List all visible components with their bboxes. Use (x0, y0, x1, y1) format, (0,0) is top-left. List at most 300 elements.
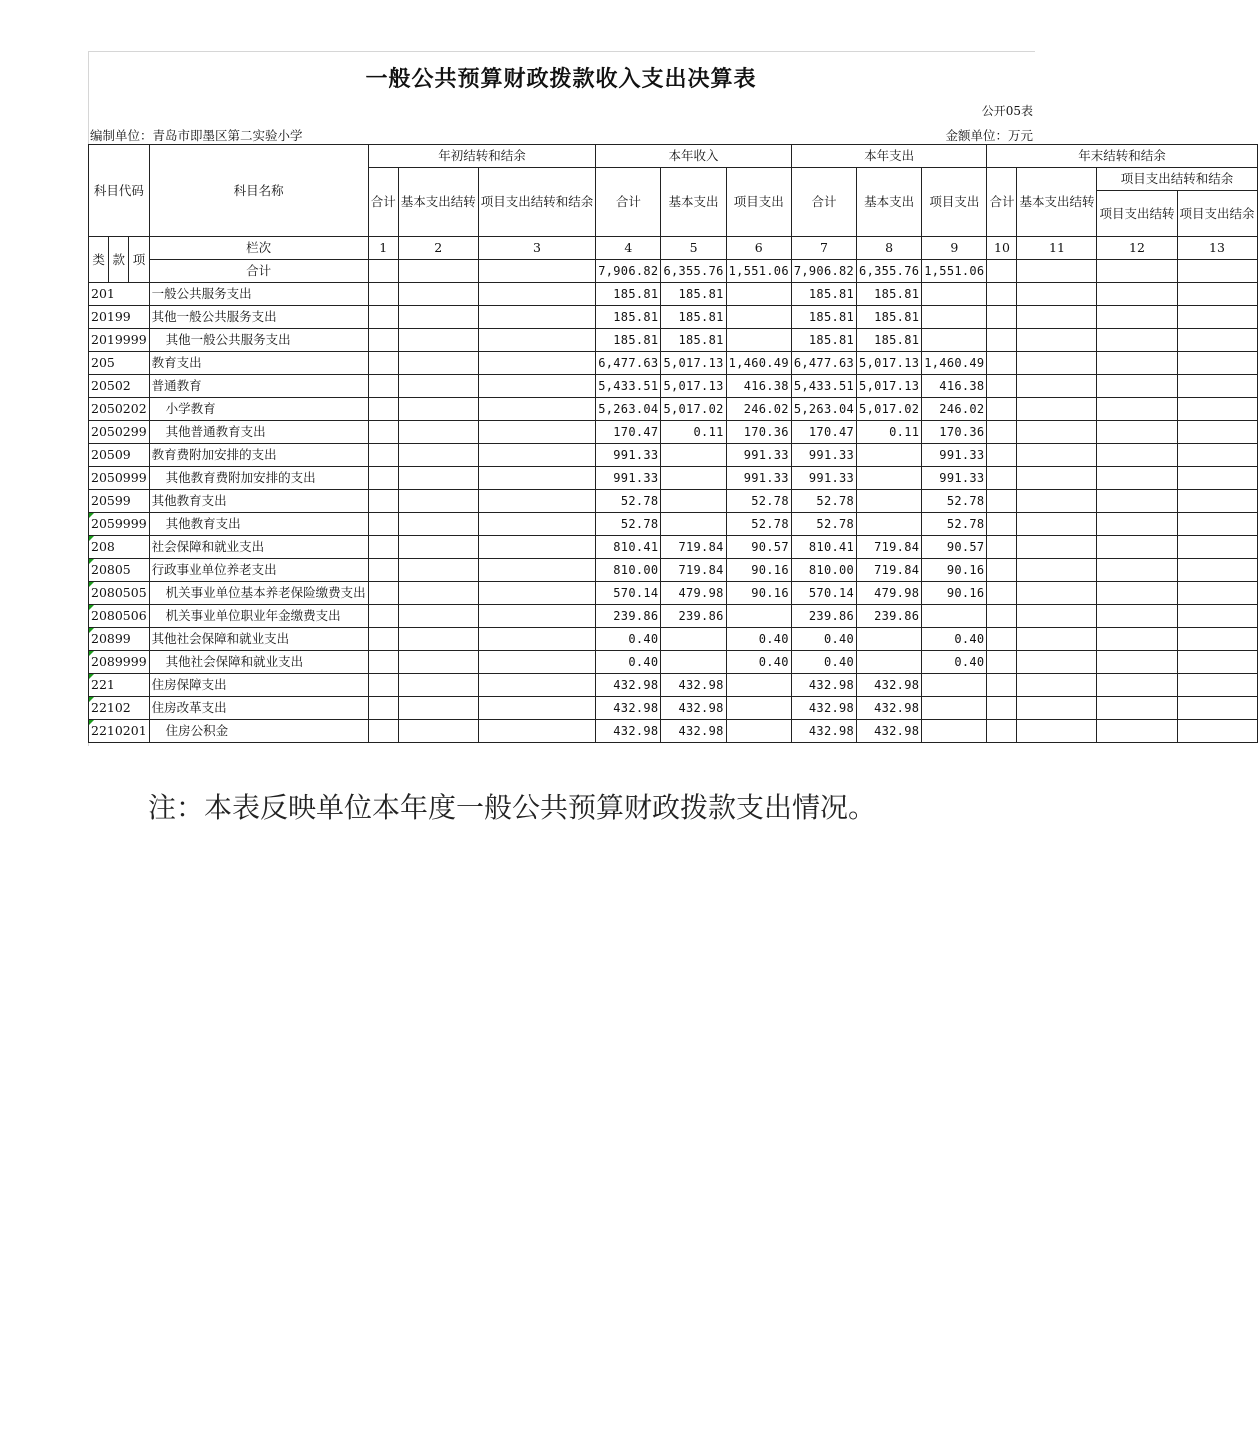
empty-cell (478, 559, 596, 582)
amount-cell: 0.40 (596, 651, 661, 674)
empty-cell (478, 513, 596, 536)
amount-cell: 170.47 (596, 421, 661, 444)
error-indicator-icon (89, 559, 94, 564)
total-label: 合计 (149, 260, 368, 283)
subject-name-cell: 其他教育支出 (149, 513, 368, 536)
amount-cell: 5,433.51 (791, 375, 856, 398)
income-project-header: 项目支出 (726, 168, 791, 237)
empty-cell (1017, 490, 1097, 513)
table-row (89, 398, 1258, 421)
table-row (89, 582, 1258, 605)
empty-cell (398, 582, 478, 605)
empty-cell (368, 398, 398, 421)
empty-cell (1017, 375, 1097, 398)
table-row (89, 513, 1258, 536)
amount-cell: 432.98 (791, 697, 856, 720)
empty-cell (398, 421, 478, 444)
subject-name-cell: 一般公共服务支出 (149, 283, 368, 306)
empty-cell (987, 490, 1017, 513)
amount-cell: 991.33 (596, 467, 661, 490)
amount-cell (726, 605, 791, 628)
amount-cell: 0.40 (726, 628, 791, 651)
total-row (89, 260, 1258, 283)
empty-cell (368, 444, 398, 467)
subject-code-text: 20199 (91, 309, 131, 324)
amount-cell: 719.84 (857, 536, 922, 559)
amount-cell: 52.78 (791, 513, 856, 536)
amount-cell: 416.38 (726, 375, 791, 398)
empty-cell (398, 513, 478, 536)
empty-cell (1177, 352, 1257, 375)
col-num: 12 (1097, 237, 1177, 260)
amount-cell: 432.98 (661, 697, 726, 720)
subject-code-cell (89, 467, 150, 490)
empty-cell (1177, 329, 1257, 352)
subject-name-cell: 住房改革支出 (149, 697, 368, 720)
end-project-a-header: 项目支出结转 (1097, 191, 1177, 237)
table-row (89, 283, 1258, 306)
amount-cell: 432.98 (661, 674, 726, 697)
empty-cell (987, 375, 1017, 398)
empty-cell (398, 605, 478, 628)
amount-cell: 5,263.04 (791, 398, 856, 421)
empty-cell (398, 306, 478, 329)
subject-name-cell: 住房保障支出 (149, 674, 368, 697)
amount-cell: 52.78 (596, 513, 661, 536)
empty-cell (368, 421, 398, 444)
table-row (89, 306, 1258, 329)
amount-cell (857, 651, 922, 674)
empty-cell (368, 260, 398, 283)
empty-cell (368, 674, 398, 697)
empty-cell (1097, 605, 1177, 628)
subject-code-text: 2080506 (91, 608, 147, 623)
empty-cell (368, 536, 398, 559)
amount-cell: 5,017.02 (661, 398, 726, 421)
amount-cell: 185.81 (791, 306, 856, 329)
empty-cell (368, 582, 398, 605)
empty-cell (368, 628, 398, 651)
total-expense-project: 1,551.06 (922, 260, 987, 283)
empty-cell (1017, 559, 1097, 582)
empty-cell (478, 628, 596, 651)
empty-cell (987, 329, 1017, 352)
empty-cell (987, 513, 1017, 536)
amount-cell: 810.41 (791, 536, 856, 559)
empty-cell (1017, 697, 1097, 720)
amount-cell (922, 306, 987, 329)
column-number-row (89, 237, 1258, 260)
amount-cell (857, 513, 922, 536)
empty-cell (368, 352, 398, 375)
amount-cell: 810.00 (596, 559, 661, 582)
amount-cell: 5,017.02 (857, 398, 922, 421)
amount-cell (922, 605, 987, 628)
subject-name-header: 科目名称 (149, 145, 368, 237)
subject-code-text: 20502 (91, 378, 131, 393)
empty-cell (1017, 720, 1097, 743)
empty-cell (478, 329, 596, 352)
empty-cell (398, 674, 478, 697)
amount-cell: 170.36 (922, 421, 987, 444)
subject-code-text: 2089999 (91, 654, 147, 669)
empty-cell (1177, 720, 1257, 743)
subject-code-cell (89, 283, 150, 306)
empty-cell (478, 674, 596, 697)
table-row (89, 628, 1258, 651)
amount-cell (661, 444, 726, 467)
empty-cell (368, 329, 398, 352)
empty-cell (478, 375, 596, 398)
expense-basic-header: 基本支出 (857, 168, 922, 237)
empty-cell (1177, 674, 1257, 697)
amount-cell (922, 674, 987, 697)
subject-name-cell: 小学教育 (149, 398, 368, 421)
empty-cell (987, 559, 1017, 582)
table-row (89, 490, 1258, 513)
amount-cell: 991.33 (726, 467, 791, 490)
empty-cell (398, 536, 478, 559)
empty-cell (987, 582, 1017, 605)
subject-code-text: 20899 (91, 631, 131, 646)
amount-cell: 0.40 (596, 628, 661, 651)
subject-name-cell: 其他普通教育支出 (149, 421, 368, 444)
table-row (89, 421, 1258, 444)
income-basic-header: 基本支出 (661, 168, 726, 237)
col-num: 6 (726, 237, 791, 260)
amount-cell (661, 490, 726, 513)
subject-code-cell (89, 375, 150, 398)
empty-cell (1097, 260, 1177, 283)
amount-cell: 5,017.13 (857, 352, 922, 375)
empty-cell (1097, 513, 1177, 536)
amount-cell: 246.02 (922, 398, 987, 421)
empty-cell (478, 283, 596, 306)
subject-code-cell (89, 329, 150, 352)
subject-code-cell (89, 306, 150, 329)
end-balance-header: 年末结转和结余 (987, 145, 1257, 168)
data-rows (89, 283, 1258, 743)
empty-cell (987, 283, 1017, 306)
subject-code-cell (89, 490, 150, 513)
table-row (89, 697, 1258, 720)
empty-cell (398, 329, 478, 352)
amount-cell: 5,017.13 (661, 375, 726, 398)
subject-code-cell (89, 352, 150, 375)
subject-code-cell (89, 398, 150, 421)
amount-cell: 5,017.13 (857, 375, 922, 398)
empty-cell (1017, 329, 1097, 352)
lanci-header: 栏次 (149, 237, 368, 260)
subject-code-text: 2080505 (91, 585, 147, 600)
table-row (89, 352, 1258, 375)
empty-cell (1177, 306, 1257, 329)
empty-cell (398, 375, 478, 398)
subject-code-text: 20509 (91, 447, 131, 462)
subject-name-cell: 其他教育支出 (149, 490, 368, 513)
amount-cell: 239.86 (596, 605, 661, 628)
amount-cell (726, 720, 791, 743)
amount-cell: 432.98 (857, 720, 922, 743)
empty-cell (1097, 720, 1177, 743)
amount-cell: 0.40 (726, 651, 791, 674)
subject-code-cell (89, 720, 150, 743)
amount-cell: 52.78 (922, 513, 987, 536)
amount-cell (726, 674, 791, 697)
subject-code-cell (89, 651, 150, 674)
col-num: 9 (922, 237, 987, 260)
error-indicator-icon (89, 651, 94, 656)
empty-cell (1177, 260, 1257, 283)
amount-cell: 90.16 (922, 559, 987, 582)
empty-cell (1097, 329, 1177, 352)
amount-cell: 479.98 (857, 582, 922, 605)
table-row (89, 605, 1258, 628)
empty-cell (478, 651, 596, 674)
amount-cell: 52.78 (596, 490, 661, 513)
amount-cell: 432.98 (596, 697, 661, 720)
amount-cell: 52.78 (726, 490, 791, 513)
amount-cell: 90.16 (726, 559, 791, 582)
error-indicator-icon (89, 674, 94, 679)
empty-cell (398, 283, 478, 306)
subject-code-text: 22102 (91, 700, 131, 715)
end-project-b-header: 项目支出结余 (1177, 191, 1257, 237)
amount-cell: 991.33 (596, 444, 661, 467)
subject-code-text: 20805 (91, 562, 131, 577)
empty-cell (987, 398, 1017, 421)
col-num: 8 (857, 237, 922, 260)
empty-cell (1097, 674, 1177, 697)
col-num: 10 (987, 237, 1017, 260)
empty-cell (987, 651, 1017, 674)
total-expense-total: 7,906.82 (791, 260, 856, 283)
empty-cell (987, 605, 1017, 628)
amount-cell: 6,477.63 (791, 352, 856, 375)
empty-cell (987, 467, 1017, 490)
amount-cell: 432.98 (596, 674, 661, 697)
subject-code-text: 2059999 (91, 516, 147, 531)
table-row (89, 559, 1258, 582)
expense-project-header: 项目支出 (922, 168, 987, 237)
amount-cell: 6,477.63 (596, 352, 661, 375)
empty-cell (478, 720, 596, 743)
total-income-basic: 6,355.76 (661, 260, 726, 283)
amount-cell: 0.40 (791, 628, 856, 651)
empty-cell (987, 697, 1017, 720)
empty-cell (1017, 536, 1097, 559)
empty-cell (398, 467, 478, 490)
amount-cell: 810.41 (596, 536, 661, 559)
amount-cell: 185.81 (661, 283, 726, 306)
error-indicator-icon (89, 536, 94, 541)
amount-cell: 239.86 (661, 605, 726, 628)
amount-cell (726, 283, 791, 306)
empty-cell (478, 398, 596, 421)
subject-name-cell: 其他一般公共服务支出 (149, 306, 368, 329)
amount-cell: 479.98 (661, 582, 726, 605)
empty-cell (987, 444, 1017, 467)
empty-cell (1017, 306, 1097, 329)
empty-cell (1177, 697, 1257, 720)
begin-project-header: 项目支出结转和结余 (478, 168, 596, 237)
subject-code-cell (89, 444, 150, 467)
empty-cell (1177, 513, 1257, 536)
empty-cell (1097, 444, 1177, 467)
amount-cell: 991.33 (791, 444, 856, 467)
col-num: 4 (596, 237, 661, 260)
subject-code-text: 2050202 (91, 401, 147, 416)
table-row (89, 444, 1258, 467)
amount-cell: 432.98 (791, 674, 856, 697)
col-num: 1 (368, 237, 398, 260)
subject-code-text: 201 (91, 286, 115, 301)
subject-name-cell: 行政事业单位养老支出 (149, 559, 368, 582)
amount-cell: 239.86 (791, 605, 856, 628)
amount-unit: 金额单位：万元 (945, 128, 1033, 143)
amount-cell: 52.78 (726, 513, 791, 536)
empty-cell (1017, 582, 1097, 605)
empty-cell (1097, 582, 1177, 605)
col-num: 7 (791, 237, 856, 260)
amount-cell: 416.38 (922, 375, 987, 398)
empty-cell (1097, 467, 1177, 490)
subject-name-cell: 其他一般公共服务支出 (149, 329, 368, 352)
empty-cell (398, 490, 478, 513)
col-num: 2 (398, 237, 478, 260)
empty-cell (1097, 559, 1177, 582)
table-row (89, 536, 1258, 559)
empty-cell (1177, 444, 1257, 467)
amount-cell: 719.84 (661, 559, 726, 582)
amount-cell: 0.11 (857, 421, 922, 444)
empty-cell (987, 720, 1017, 743)
amount-cell: 239.86 (857, 605, 922, 628)
col-num: 5 (661, 237, 726, 260)
lei-header: 类 (89, 237, 109, 283)
header-row-1 (89, 145, 1258, 168)
amount-cell: 570.14 (791, 582, 856, 605)
empty-cell (1177, 467, 1257, 490)
amount-cell: 185.81 (661, 329, 726, 352)
total-income-project: 1,551.06 (726, 260, 791, 283)
empty-cell (1017, 513, 1097, 536)
amount-cell: 991.33 (791, 467, 856, 490)
empty-cell (1017, 674, 1097, 697)
kuan-header: 款 (109, 237, 129, 283)
empty-cell (398, 352, 478, 375)
amount-cell: 246.02 (726, 398, 791, 421)
amount-cell: 185.81 (596, 306, 661, 329)
empty-cell (987, 260, 1017, 283)
amount-cell: 185.81 (791, 329, 856, 352)
amount-cell: 185.81 (857, 306, 922, 329)
table-row (89, 375, 1258, 398)
empty-cell (987, 352, 1017, 375)
amount-cell: 185.81 (857, 283, 922, 306)
empty-cell (368, 651, 398, 674)
empty-cell (368, 467, 398, 490)
empty-cell (1097, 697, 1177, 720)
subject-code-header: 科目代码 (89, 145, 150, 237)
empty-cell (987, 306, 1017, 329)
xiang-header: 项 (129, 237, 149, 283)
amount-cell: 432.98 (857, 674, 922, 697)
table-row (89, 674, 1258, 697)
empty-cell (1097, 628, 1177, 651)
end-basic-header: 基本支出结转 (1017, 168, 1097, 237)
empty-cell (1017, 605, 1097, 628)
empty-cell (398, 628, 478, 651)
amount-cell (726, 697, 791, 720)
income-header: 本年收入 (596, 145, 792, 168)
empty-cell (1097, 283, 1177, 306)
reporting-unit: 编制单位：青岛市即墨区第二实验小学 (90, 128, 303, 143)
empty-cell (398, 559, 478, 582)
subject-code-cell (89, 697, 150, 720)
amount-cell: 432.98 (791, 720, 856, 743)
table-row (89, 651, 1258, 674)
empty-cell (368, 720, 398, 743)
subject-name-cell: 机关事业单位职业年金缴费支出 (149, 605, 368, 628)
amount-cell (661, 513, 726, 536)
subject-name-cell: 其他社会保障和就业支出 (149, 628, 368, 651)
subject-code-cell (89, 674, 150, 697)
subject-code-cell (89, 421, 150, 444)
empty-cell (1097, 421, 1177, 444)
amount-cell: 185.81 (791, 283, 856, 306)
amount-cell: 5,017.13 (661, 352, 726, 375)
subject-code-cell (89, 605, 150, 628)
empty-cell (368, 559, 398, 582)
empty-cell (1097, 306, 1177, 329)
empty-cell (1017, 260, 1097, 283)
error-indicator-icon (89, 628, 94, 633)
empty-cell (1017, 421, 1097, 444)
expense-total-header: 合计 (791, 168, 856, 237)
empty-cell (478, 467, 596, 490)
empty-cell (478, 421, 596, 444)
error-indicator-icon (89, 697, 94, 702)
empty-cell (1097, 375, 1177, 398)
error-indicator-icon (89, 720, 94, 725)
subject-name-cell: 社会保障和就业支出 (149, 536, 368, 559)
empty-cell (1097, 352, 1177, 375)
amount-cell (857, 444, 922, 467)
amount-cell (857, 467, 922, 490)
empty-cell (1177, 536, 1257, 559)
amount-cell: 1,460.49 (922, 352, 987, 375)
amount-cell: 0.11 (661, 421, 726, 444)
col-num: 3 (478, 237, 596, 260)
empty-cell (368, 306, 398, 329)
subject-code-text: 2210201 (91, 723, 147, 738)
subject-code-text: 2019999 (91, 332, 147, 347)
total-income-total: 7,906.82 (596, 260, 661, 283)
amount-cell (922, 720, 987, 743)
amount-cell: 90.57 (726, 536, 791, 559)
income-total-header: 合计 (596, 168, 661, 237)
empty-cell (1177, 582, 1257, 605)
amount-cell: 52.78 (922, 490, 987, 513)
empty-cell (368, 697, 398, 720)
error-indicator-icon (89, 513, 94, 518)
begin-basic-header: 基本支出结转 (398, 168, 478, 237)
subject-code-cell (89, 628, 150, 651)
amount-cell: 432.98 (857, 697, 922, 720)
empty-cell (368, 375, 398, 398)
subject-code-cell (89, 559, 150, 582)
